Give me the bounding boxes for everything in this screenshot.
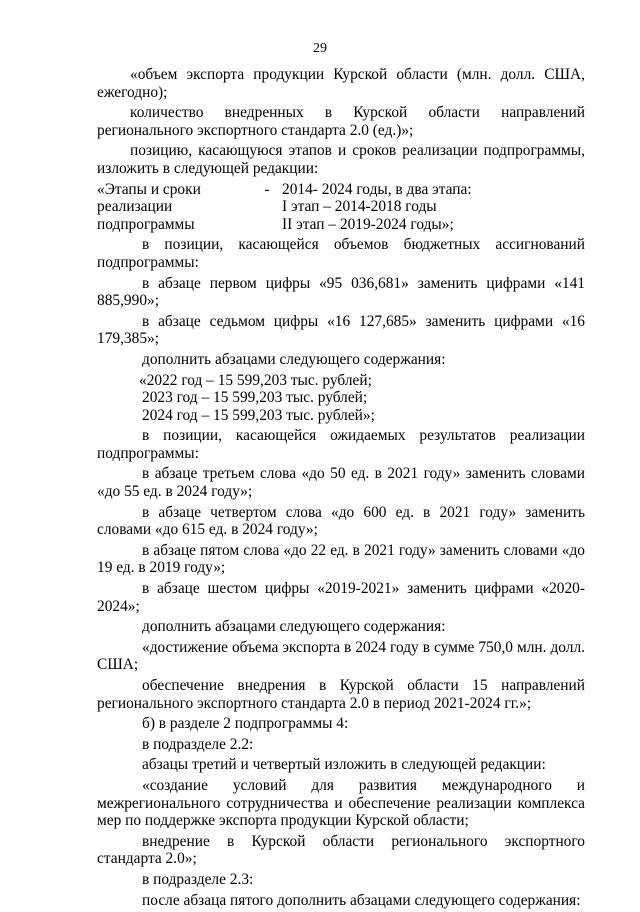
year-line: «2022 год – 15 599,203 тыс. рублей; [139,371,372,389]
paragraph: в подразделе 2.2: [142,735,254,753]
paragraph: внедрение в Курской области регионального экспортного стандарта 2.0»; [97,832,585,868]
stages-value: 2014- 2024 годы, в два этапа: [282,180,472,198]
paragraph: б) в разделе 2 подпрограммы 4: [142,715,349,733]
years-list [97,372,585,425]
page-number: 29 [313,41,327,56]
paragraph: «создание условий для развития международного и межрегионального сотрудничества и обеспечение реализации комплекса мер по поддержке экспорта продукции Курской области; [97,776,585,830]
year-line: 2024 год – 15 599,203 тыс. рублей»; [142,406,375,424]
paragraph: в подразделе 2.3: [142,870,254,888]
paragraph: «объем экспорта продукции Курской области (млн. долл. США, ежегодно); [97,66,585,101]
paragraph: дополнить абзацами следующего содержания: [142,350,446,368]
stages-value: II этап – 2019-2024 годы»; [282,215,454,233]
paragraph: в абзаце первом цифры «95 036,681» заменить цифрами «141 885,990»; [97,274,585,310]
stages-label: подпрограммы [97,215,195,233]
stages-label: «Этапы и сроки [97,180,201,198]
paragraph: в абзаце пятом слова «до 22 ед. в 2021 году» заменить словами «до 19 ед. в 2019 году»; [97,541,585,577]
year-line: 2023 год – 15 599,203 тыс. рублей; [142,389,368,407]
paragraph: дополнить абзацами следующего содержания: [142,618,446,636]
paragraph: позицию, касающуюся этапов и сроков реализации подпрограммы, изложить в следующей редакции: [97,142,585,177]
stages-label: реализации [97,198,173,216]
stages-table [97,181,585,234]
paragraph: обеспечение внедрения в Курской области 15 направлений регионального экспортного стандарта 2.0 в период 2021-2024 гг.»; [97,677,585,712]
stages-value: I этап – 2014-2018 годы [282,198,437,216]
document-body [97,66,585,912]
paragraph: в абзаце третьем слова «до 50 ед. в 2021 году» заменить словами «до 55 ед. в 2024 году»; [97,465,585,501]
paragraph: в позиции, касающейся ожидаемых результатов реализации подпрограммы: [97,427,585,462]
paragraph: в позиции, касающейся объемов бюджетных ассигнований подпрограммы: [97,236,585,271]
paragraph: в абзаце четвертом слова «до 600 ед. в 2021 году» заменить словами «до 615 ед. в 2024 году»; [97,503,585,539]
paragraph: «достижение объема экспорта в 2024 году в сумме 750,0 млн. долл. США; [97,638,585,674]
paragraph: в абзаце шестом цифры «2019-2021» заменить цифрами «2020-2024»; [97,580,585,615]
stages-dash: - [264,180,270,198]
paragraph: после абзаца пятого дополнить абзацами следующего содержания: [142,891,581,909]
paragraph: в абзаце седьмом цифры «16 127,685» заменить цифрами «16 179,385»; [97,312,585,348]
paragraph: количество внедренных в Курской области направлений регионального экспортного стандарта 2.0 (ед.)»; [97,104,585,139]
paragraph: абзацы третий и четвертый изложить в следующей редакции: [142,756,546,774]
